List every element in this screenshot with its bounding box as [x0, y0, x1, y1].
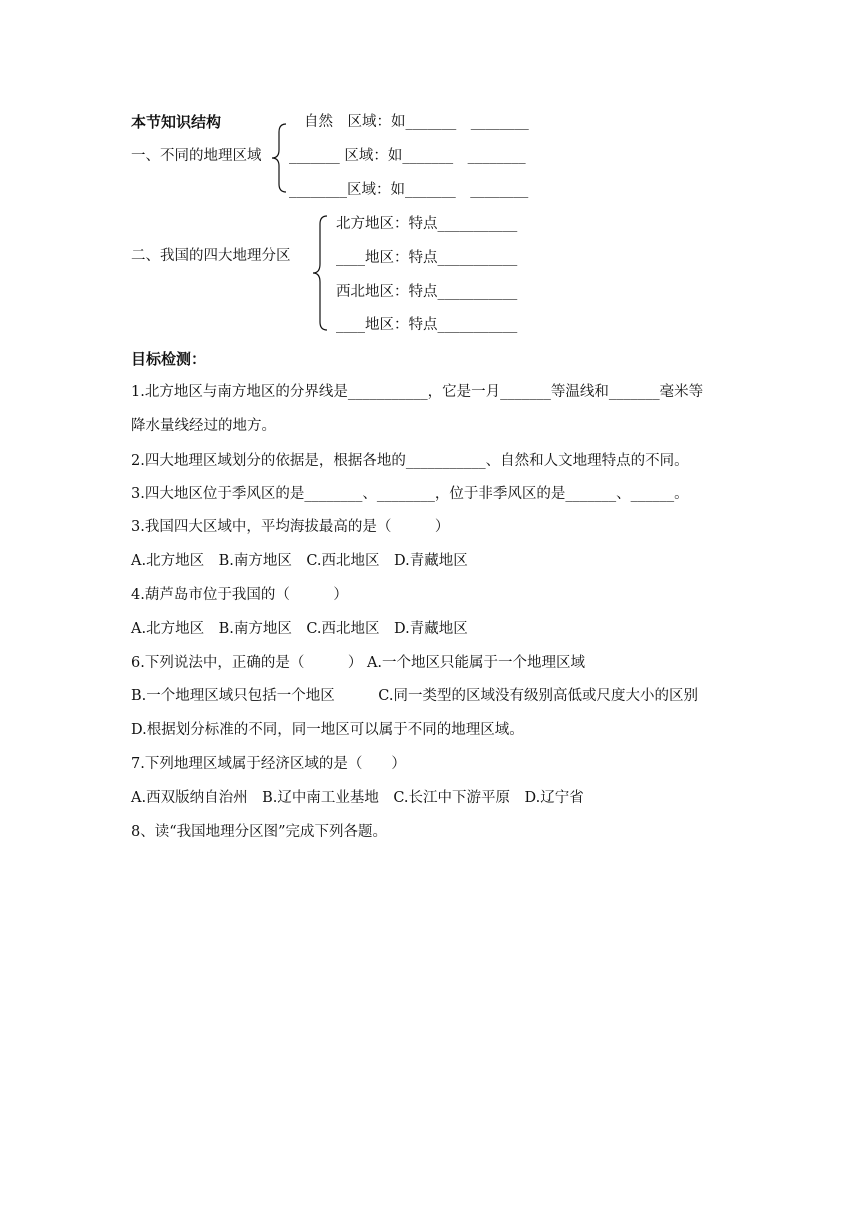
test-line: D.根据划分标准的不同，同一地区可以属于不同的地理区域。 — [131, 722, 524, 738]
part2-label: 二、我国的四大地理分区 — [131, 248, 291, 264]
part2-row-1: 北方地区：特点___________ — [336, 216, 518, 232]
part1-label: 一、不同的地理区域 — [131, 148, 262, 164]
test-line: 2.四大地理区域划分的依据是，根据各地的___________、自然和人文地理特点的不同。 — [131, 453, 689, 469]
test-line: 8、读“我国地理分区图”完成下列各题。 — [131, 824, 388, 840]
test-line: 3.我国四大区域中，平均海拔最高的是（ ） — [131, 519, 450, 535]
test-line: 降水量线经过的地方。 — [131, 418, 276, 434]
part2-row-4: ____地区：特点___________ — [336, 317, 518, 333]
test-line: 1.北方地区与南方地区的分界线是___________，它是一月_______等温线和_______毫米等 — [131, 384, 704, 400]
test-line: B.一个地理区域只包括一个地区 C.同一类型的区域没有级别高低或尺度大小的区别 — [131, 688, 698, 704]
part1-row-1: 自然 区域：如_______ ________ — [304, 114, 529, 130]
test-line: A.北方地区 B.南方地区 C.西北地区 D.青藏地区 — [131, 553, 468, 569]
test-line: 6.下列说法中，正确的是（ ） A.一个地区只能属于一个地理区域 — [131, 655, 586, 671]
structure-heading: 本节知识结构 — [131, 113, 222, 131]
test-line: A.西双版纳自治州 B.辽中南工业基地 C.长江中下游平原 D.辽宁省 — [131, 790, 584, 806]
test-line: A.北方地区 B.南方地区 C.西北地区 D.青藏地区 — [131, 621, 468, 637]
test-line: 7.下列地理区域属于经济区域的是（ ） — [131, 756, 406, 772]
part1-row-2: _______ 区域：如_______ ________ — [289, 148, 526, 164]
test-line: 4.葫芦岛市位于我国的（ ） — [131, 587, 348, 603]
test-line: 3.四大地区位于季风区的是________、________，位于非季风区的是_______、______。 — [131, 486, 689, 502]
part2-row-2: ____地区：特点___________ — [336, 250, 518, 266]
part2-row-3: 西北地区：特点___________ — [336, 284, 518, 300]
brace-left-icon — [269, 122, 289, 194]
brace-left-icon — [310, 214, 330, 332]
part1-row-3: ________区域：如_______ ________ — [289, 182, 529, 198]
test-heading: 目标检测： — [131, 350, 207, 368]
